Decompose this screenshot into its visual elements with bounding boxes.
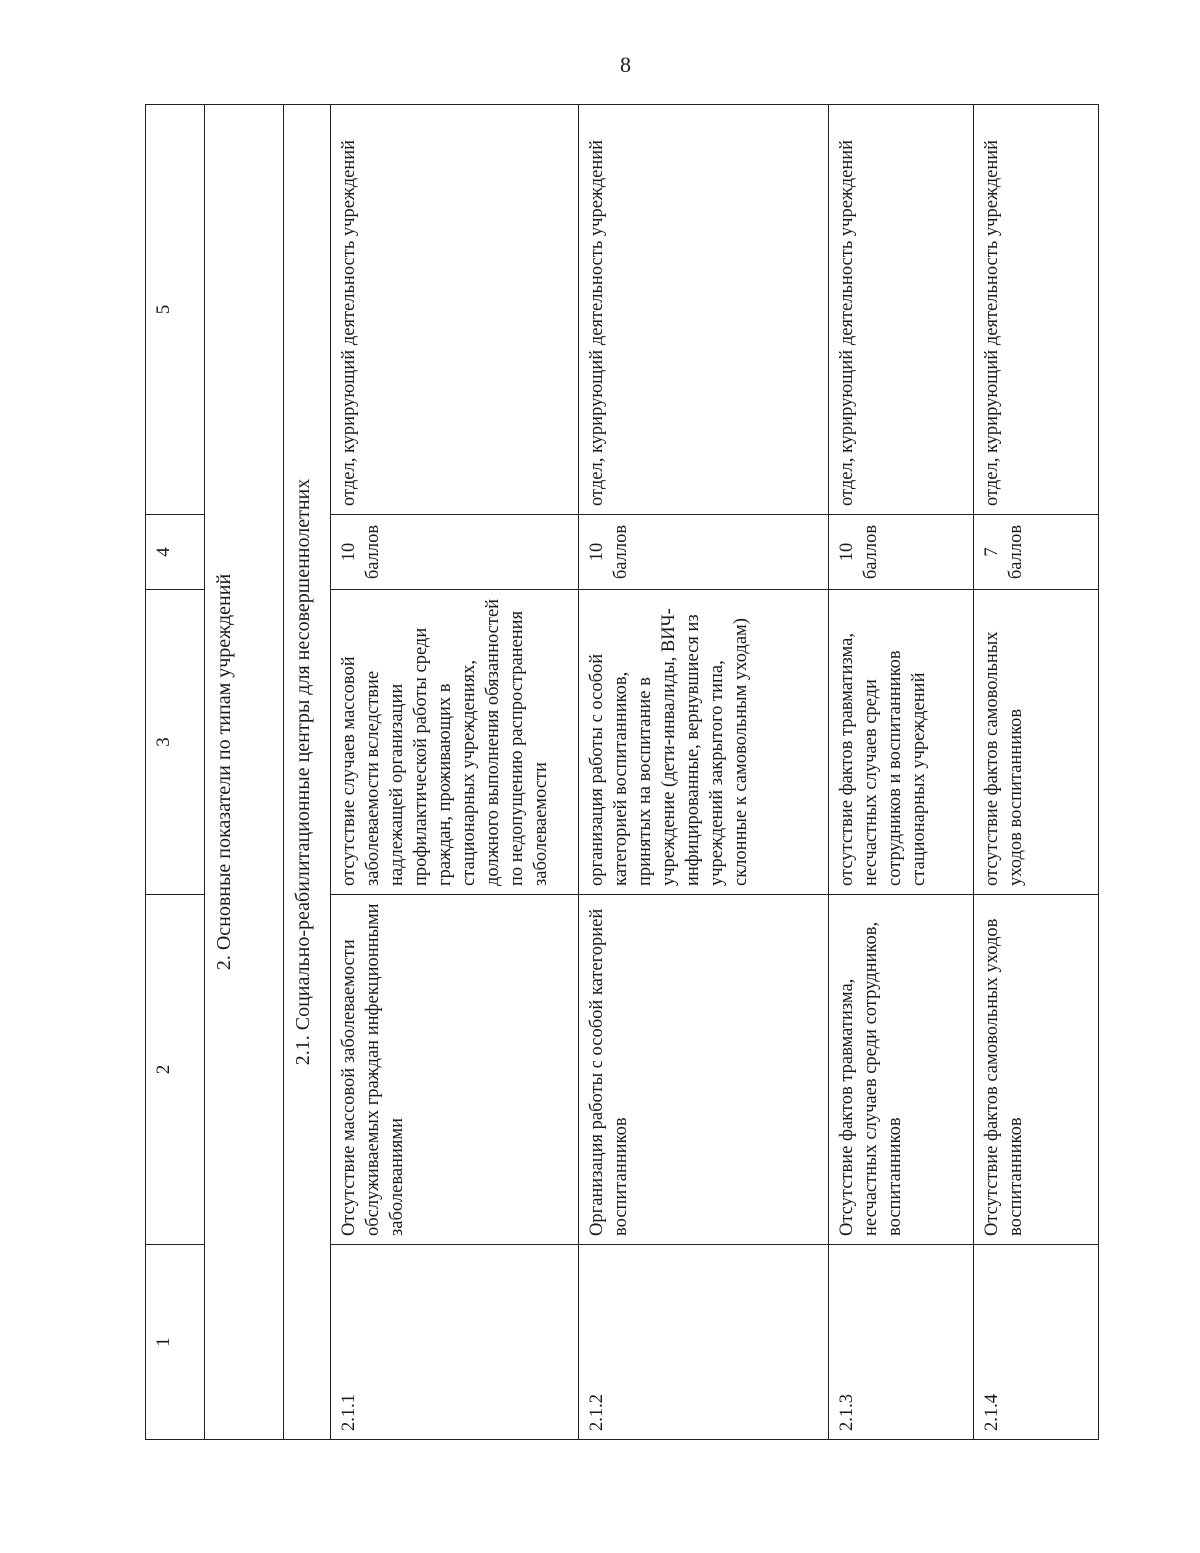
- column-header-5: 5: [146, 105, 205, 515]
- indicator-cell: Организация работы с особой категорией воспитанников: [579, 895, 829, 1245]
- score-cell: [829, 515, 974, 590]
- score-unit: баллов: [611, 524, 632, 580]
- score-cell: [331, 515, 579, 590]
- score-unit: баллов: [363, 524, 384, 580]
- column-header-2: 2: [146, 895, 205, 1245]
- page-number: 8: [620, 52, 631, 77]
- criterion-cell: отсутствие фактов травматизма, несчастных случаев среди сотрудников и воспитанников стационарных учреждений: [829, 590, 974, 895]
- indicator-cell: Отсутствие фактов травматизма, несчастных случаев среди сотрудников, воспитанников: [829, 895, 974, 1245]
- score-cell: [579, 515, 829, 590]
- criterion-cell: отсутствие случаев массовой заболеваемости вследствие надлежащей организации профилактической работы среди граждан, проживающих в стационарных учреждениях, должного выполнения обязанностей по недопущению распространения заболеваемости: [331, 590, 579, 895]
- table-row: [974, 105, 1099, 1440]
- column-header-1: 1: [146, 1245, 205, 1440]
- indicator-cell: Отсутствие массовой заболеваемости обслуживаемых граждан инфекционными заболеваниями: [331, 895, 579, 1245]
- responsible-cell: отдел, курирующий деятельность учреждений: [974, 105, 1099, 515]
- column-header-row: [146, 105, 205, 1440]
- responsible-cell: отдел, курирующий деятельность учреждений: [579, 105, 829, 515]
- rotated-table-container: [145, 105, 1060, 1440]
- responsible-cell: отдел, курирующий деятельность учреждений: [331, 105, 579, 515]
- criterion-cell: отсутствие фактов самовольных уходов воспитанников: [974, 590, 1099, 895]
- indicator-cell: Отсутствие фактов самовольных уходов воспитанников: [974, 895, 1099, 1245]
- score-value: 10: [837, 542, 857, 562]
- section-row: [205, 105, 284, 1440]
- score-unit: баллов: [861, 524, 882, 580]
- table-row: [829, 105, 974, 1440]
- table-row: [331, 105, 579, 1440]
- score-value: 10: [587, 542, 607, 562]
- criterion-cell: организация работы с особой категорией воспитанников, принятых на воспитание в учреждение (дети-инвалиды, ВИЧ-инфицированные, вернувшиеся из учреждений закрытого типа, склонные к самовольным уходам): [579, 590, 829, 895]
- column-header-3: 3: [146, 590, 205, 895]
- row-number: 2.1.2: [579, 1245, 829, 1440]
- subsection-title: 2.1. Социально-реабилитационные центры для несовершеннолетних: [284, 105, 331, 1440]
- section-title: 2. Основные показатели по типам учреждений: [205, 105, 284, 1440]
- score-value: 10: [339, 542, 359, 562]
- responsible-cell: отдел, курирующий деятельность учреждений: [829, 105, 974, 515]
- subsection-row: [284, 105, 331, 1440]
- row-number: 2.1.3: [829, 1245, 974, 1440]
- score-unit: баллов: [1006, 524, 1027, 580]
- column-header-4: 4: [146, 515, 205, 590]
- table-row: [579, 105, 829, 1440]
- row-number: 2.1.4: [974, 1245, 1099, 1440]
- indicators-table: [145, 104, 1099, 1440]
- score-cell: [974, 515, 1099, 590]
- score-value: 7: [982, 547, 1002, 557]
- row-number: 2.1.1: [331, 1245, 579, 1440]
